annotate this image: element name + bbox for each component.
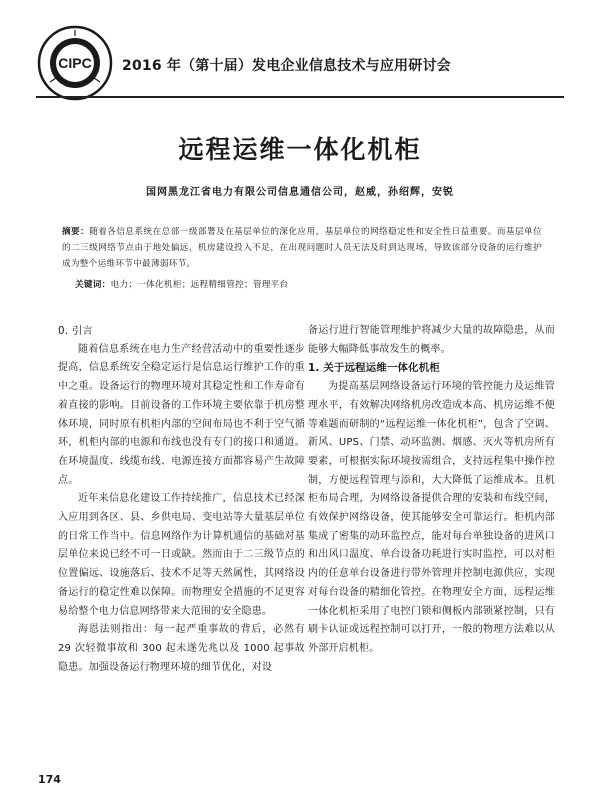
left-column [58, 322, 305, 677]
paragraph: 近年来信息化建设工作持续推广，信息技术已经深入应用到各区、县、乡供电局、变电站等大量基层单位的日常工作当中。信息网络作为计算机通信的基础对基层单位来说已经不可一日或缺。然而由于二三级节点的位置偏远、设施落后、技术不足等天然属性，其网络设备运行的稳定性难以保障。而物理安全措施的不足更容易给整个电力信息网络带来大范围的安全隐患。 [58, 493, 305, 617]
paragraph: 为提高基层网络设备运行环境的管控能力及运维管理水平，有效解决网络机房改造成本高、机房运维不便等难题而研制的“远程运维一体化机柜”，包含了空调、新风、UPS、门禁、动环监测、烟感、灭火等机房所有要素，可根据实际环境按需组合，支持远程集中操作控制，方便远程管理与添和，大大降低了运维成本。且机柜布局合理，为网络设备提供合理的安装和布线空间，有效保护网络设备，使其能够安全可靠运行。柜机内部集成了密集的动环监控点，能对每台单独设备的进风口和出风口温度、单台设备功耗进行实时监控，可以对柜内的任意单台设备进行带外管理并控制电源供应，实现对每台设备的精细化管控。在物理安全方面，远程运维一体化机柜采用了电控门锁和侧板内部锁紧控制，只有刷卡认证或远程控制可以打开，一般的物理方法难以从外部开启机柜。 [308, 381, 555, 654]
page-number: 174 [38, 773, 61, 786]
abstract-text: 随着各信息系统在总部一级部署及在基层单位的深化应用，基层单位的网络稳定性和安全性日益重要。而基层单位的二三级网络节点由于地处偏远，机房建设投入不足，在出现问题时人员无法及时到达现场，导致该部分设备的运行维护成为整个运维环节中最薄弱环节。 [62, 227, 542, 269]
paper-title: 远程运维一体化机柜 [178, 135, 422, 164]
conference-logo-icon [36, 24, 114, 102]
right-column [308, 322, 555, 659]
conference-title: 2016 年（第十届）发电企业信息技术与应用研讨会 [122, 58, 451, 74]
abstract [62, 224, 542, 272]
header-divider [36, 96, 564, 98]
section-0-heading: 0. 引言 [58, 325, 93, 337]
keywords [75, 278, 542, 290]
paragraph: 海恩法则指出：每一起严重事故的背后，必然有 29 次轻微事故和 300 起未遂先兆以及 1000 起事故隐患。加强设备运行物理环境的细节优化，对设 [58, 624, 305, 673]
paper-authors: 国网黑龙江省电力有限公司信息通信公司，赵威，孙绍辉，安锐 [146, 187, 454, 198]
paragraph: 随着信息系统在电力生产经营活动中的重要性逐步提高，信息系统安全稳定运行是信息运行维护工作的重中之重。设备运行的物理环境对其稳定性和工作寿命有着直接的影响。目前设备的工作环境主要依靠于机房整体环境，同时原有机柜内部的空间布局也不利于空气循环，机柜内部的电源和布线也没有专门的接口和通道。在环境温度、线缆布线、电源连接方面都容易产生故障点。 [58, 343, 305, 486]
keywords-label: 关键词： [75, 280, 111, 290]
keywords-text: 电力；一体化机柜；远程精细管控；管理平台 [110, 280, 289, 290]
logo-text: CIPC [58, 55, 92, 71]
paragraph-continued: 备运行进行智能管理维护将减少大量的故障隐患，从而能够大幅降低事故发生的概率。 [308, 325, 555, 355]
section-1-heading: 1. 关于远程运维一体化机柜 [308, 362, 440, 375]
abstract-label: 摘要： [62, 227, 90, 237]
